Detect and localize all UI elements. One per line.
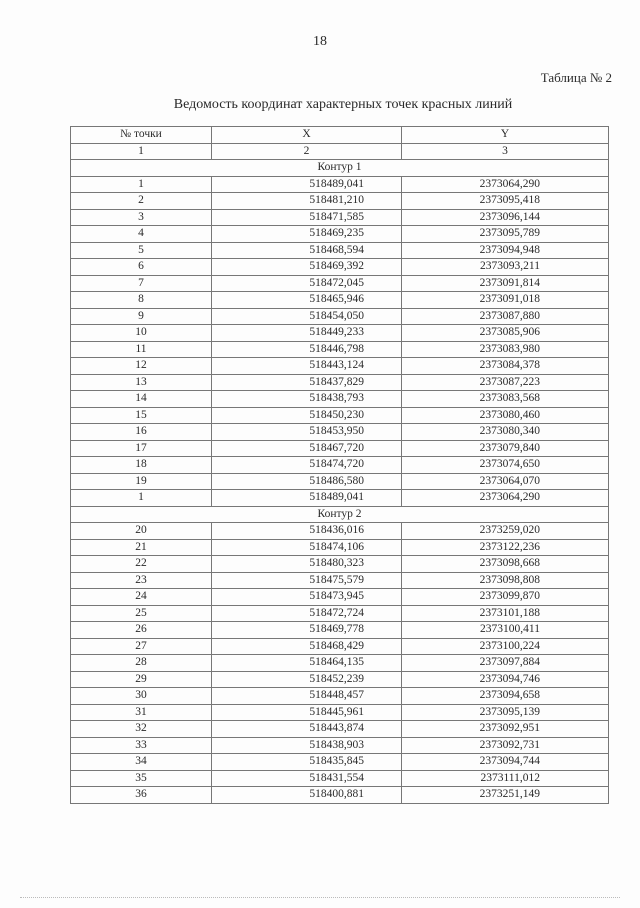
point-number: 14 (71, 391, 212, 408)
x-coordinate: 518468,594 (212, 242, 402, 259)
table-label: Таблица № 2 (540, 70, 612, 85)
y-coordinate: 2373080,340 (402, 424, 609, 441)
point-number: 20 (71, 523, 212, 540)
y-coordinate: 2373064,290 (402, 176, 609, 193)
y-coordinate: 2373122,236 (402, 539, 609, 556)
table-row (71, 721, 609, 738)
table-row (71, 490, 609, 507)
contour-row (71, 160, 609, 177)
table-row (71, 407, 609, 424)
y-coordinate: 2373079,840 (402, 440, 609, 457)
table-row (71, 754, 609, 771)
table-row (71, 622, 609, 639)
page-number: 18 (313, 34, 327, 49)
table-row (71, 325, 609, 342)
point-number: 18 (71, 457, 212, 474)
y-coordinate: 2373094,746 (402, 671, 609, 688)
table-row (71, 523, 609, 540)
y-coordinate: 2373092,731 (402, 737, 609, 754)
point-number: 35 (71, 770, 212, 787)
y-coordinate: 2373097,884 (402, 655, 609, 672)
header-y: Y (402, 127, 609, 144)
table-row (71, 688, 609, 705)
x-coordinate: 518475,579 (212, 572, 402, 589)
y-coordinate: 2373094,948 (402, 242, 609, 259)
footer-divider (20, 897, 620, 898)
point-number: 36 (71, 787, 212, 804)
x-coordinate: 518452,239 (212, 671, 402, 688)
x-coordinate: 518454,050 (212, 308, 402, 325)
table-row (71, 259, 609, 276)
table-row (71, 787, 609, 804)
x-coordinate: 518443,124 (212, 358, 402, 375)
table-row (71, 572, 609, 589)
point-number: 5 (71, 242, 212, 259)
x-coordinate: 518435,845 (212, 754, 402, 771)
y-coordinate: 2373095,418 (402, 193, 609, 210)
point-number: 32 (71, 721, 212, 738)
contour-label: Контур 2 (71, 506, 609, 523)
point-number: 15 (71, 407, 212, 424)
point-number: 29 (71, 671, 212, 688)
y-coordinate: 2373095,139 (402, 704, 609, 721)
y-coordinate: 2373064,070 (402, 473, 609, 490)
x-coordinate: 518448,457 (212, 688, 402, 705)
x-coordinate: 518486,580 (212, 473, 402, 490)
x-coordinate: 518464,135 (212, 655, 402, 672)
x-coordinate: 518469,392 (212, 259, 402, 276)
x-coordinate: 518446,798 (212, 341, 402, 358)
x-coordinate: 518465,946 (212, 292, 402, 309)
y-coordinate: 2373101,188 (402, 605, 609, 622)
point-number: 1 (71, 490, 212, 507)
table-row (71, 671, 609, 688)
document-title: Ведомость координат характерных точек красных линий (173, 97, 513, 112)
x-coordinate: 518436,016 (212, 523, 402, 540)
table-row (71, 704, 609, 721)
x-coordinate: 518469,778 (212, 622, 402, 639)
point-number: 23 (71, 572, 212, 589)
y-coordinate: 2373098,808 (402, 572, 609, 589)
header-number: 3 (402, 143, 609, 160)
y-coordinate: 2373087,880 (402, 308, 609, 325)
point-number: 22 (71, 556, 212, 573)
point-number: 3 (71, 209, 212, 226)
x-coordinate: 518472,724 (212, 605, 402, 622)
y-coordinate: 2373098,668 (402, 556, 609, 573)
x-coordinate: 518480,323 (212, 556, 402, 573)
coordinates-table (70, 126, 609, 804)
point-number: 31 (71, 704, 212, 721)
y-coordinate: 2373095,789 (402, 226, 609, 243)
header-row (71, 127, 609, 144)
table-row (71, 391, 609, 408)
table-row (71, 440, 609, 457)
table-row (71, 292, 609, 309)
y-coordinate: 2373251,149 (402, 787, 609, 804)
table-row (71, 605, 609, 622)
x-coordinate: 518438,903 (212, 737, 402, 754)
y-coordinate: 2373083,980 (402, 341, 609, 358)
point-number: 34 (71, 754, 212, 771)
table-body (71, 160, 609, 804)
point-number: 1 (71, 176, 212, 193)
contour-row (71, 506, 609, 523)
point-number: 9 (71, 308, 212, 325)
x-coordinate: 518437,829 (212, 374, 402, 391)
y-coordinate: 2373100,411 (402, 622, 609, 639)
table-row (71, 589, 609, 606)
header-number: 2 (212, 143, 402, 160)
point-number: 28 (71, 655, 212, 672)
y-coordinate: 2373080,460 (402, 407, 609, 424)
point-number: 8 (71, 292, 212, 309)
x-coordinate: 518450,230 (212, 407, 402, 424)
x-coordinate: 518453,950 (212, 424, 402, 441)
table-row (71, 737, 609, 754)
y-coordinate: 2373087,223 (402, 374, 609, 391)
x-coordinate: 518481,210 (212, 193, 402, 210)
y-coordinate: 2373074,650 (402, 457, 609, 474)
x-coordinate: 518468,429 (212, 638, 402, 655)
y-coordinate: 2373084,378 (402, 358, 609, 375)
table-row (71, 374, 609, 391)
table-row (71, 193, 609, 210)
table-row (71, 473, 609, 490)
point-number: 16 (71, 424, 212, 441)
x-coordinate: 518489,041 (212, 176, 402, 193)
x-coordinate: 518400,881 (212, 787, 402, 804)
table-row (71, 226, 609, 243)
y-coordinate: 2373092,951 (402, 721, 609, 738)
table-row (71, 209, 609, 226)
x-coordinate: 518473,945 (212, 589, 402, 606)
point-number: 7 (71, 275, 212, 292)
table-row (71, 308, 609, 325)
x-coordinate: 518445,961 (212, 704, 402, 721)
x-coordinate: 518474,106 (212, 539, 402, 556)
point-number: 30 (71, 688, 212, 705)
y-coordinate: 2373093,211 (402, 259, 609, 276)
table-row (71, 457, 609, 474)
table-row (71, 341, 609, 358)
point-number: 33 (71, 737, 212, 754)
x-coordinate: 518443,874 (212, 721, 402, 738)
point-number: 19 (71, 473, 212, 490)
point-number: 2 (71, 193, 212, 210)
point-number: 26 (71, 622, 212, 639)
point-number: 17 (71, 440, 212, 457)
y-coordinate: 2373094,744 (402, 754, 609, 771)
table-row (71, 638, 609, 655)
y-coordinate: 2373083,568 (402, 391, 609, 408)
point-number: 12 (71, 358, 212, 375)
y-coordinate: 2373096,144 (402, 209, 609, 226)
y-coordinate: 2373091,814 (402, 275, 609, 292)
header-number: 1 (71, 143, 212, 160)
point-number: 4 (71, 226, 212, 243)
x-coordinate: 518467,720 (212, 440, 402, 457)
y-coordinate: 2373085,906 (402, 325, 609, 342)
table-row (71, 358, 609, 375)
contour-label: Контур 1 (71, 160, 609, 177)
point-number: 21 (71, 539, 212, 556)
point-number: 10 (71, 325, 212, 342)
table-row (71, 556, 609, 573)
y-coordinate: 2373100,224 (402, 638, 609, 655)
point-number: 27 (71, 638, 212, 655)
table-row (71, 655, 609, 672)
y-coordinate: 2373099,870 (402, 589, 609, 606)
table-row (71, 770, 609, 787)
table-row (71, 242, 609, 259)
header-point: № точки (71, 127, 212, 144)
y-coordinate: 2373111,012 (402, 770, 609, 787)
table-row (71, 176, 609, 193)
y-coordinate: 2373259,020 (402, 523, 609, 540)
header-x: X (212, 127, 402, 144)
x-coordinate: 518449,233 (212, 325, 402, 342)
header-number-row (71, 143, 609, 160)
x-coordinate: 518474,720 (212, 457, 402, 474)
x-coordinate: 518438,793 (212, 391, 402, 408)
x-coordinate: 518431,554 (212, 770, 402, 787)
point-number: 11 (71, 341, 212, 358)
x-coordinate: 518472,045 (212, 275, 402, 292)
x-coordinate: 518489,041 (212, 490, 402, 507)
point-number: 13 (71, 374, 212, 391)
point-number: 25 (71, 605, 212, 622)
y-coordinate: 2373094,658 (402, 688, 609, 705)
table-row (71, 539, 609, 556)
table-row (71, 424, 609, 441)
point-number: 6 (71, 259, 212, 276)
point-number: 24 (71, 589, 212, 606)
x-coordinate: 518471,585 (212, 209, 402, 226)
x-coordinate: 518469,235 (212, 226, 402, 243)
y-coordinate: 2373091,018 (402, 292, 609, 309)
y-coordinate: 2373064,290 (402, 490, 609, 507)
table-row (71, 275, 609, 292)
